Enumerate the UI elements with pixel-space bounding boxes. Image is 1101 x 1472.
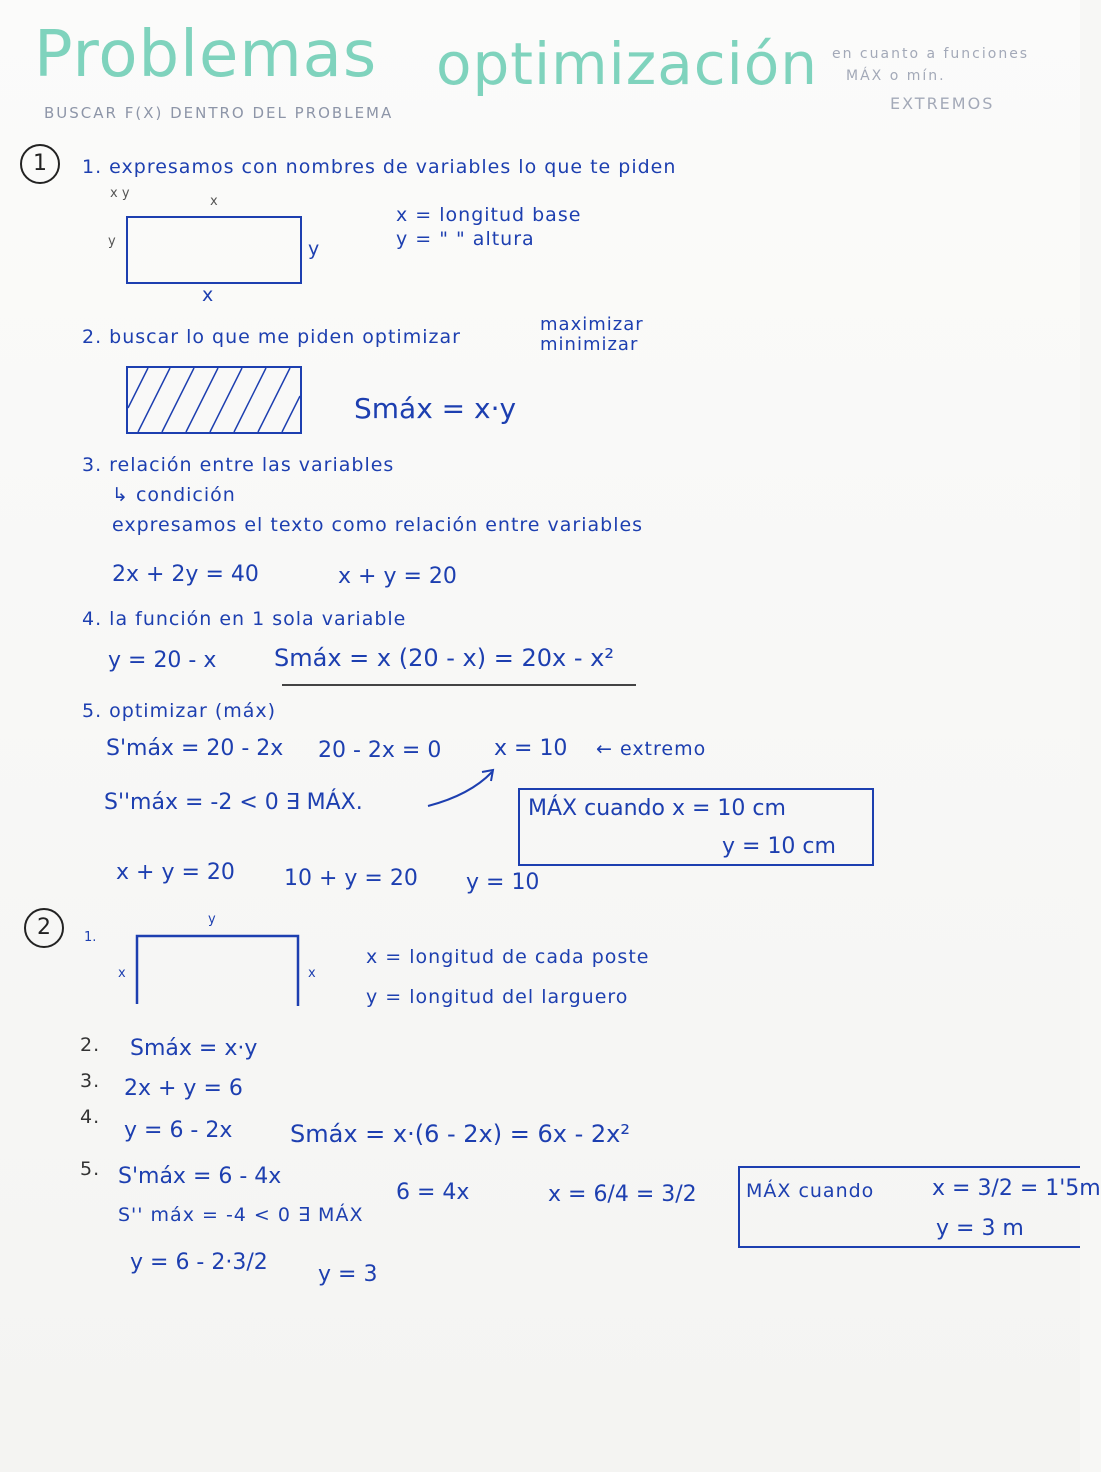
p2-back2: y = 3	[318, 1262, 378, 1287]
p1-fig-bottom: x	[202, 284, 215, 306]
p2-s5-num: 5.	[80, 1158, 101, 1180]
p1-area-formula: Smáx = x·y	[354, 392, 517, 425]
p1-step5: 5. optimizar (máx)	[82, 700, 277, 722]
p1-step1: 1. expresamos con nombres de variables lo que te piden	[82, 156, 677, 178]
p1-extremo: ← extremo	[596, 738, 707, 760]
p1-d1-eq: 20 - 2x = 0	[318, 738, 442, 763]
p1-d1: S'máx = 20 - 2x	[106, 736, 284, 761]
p1-condition: ↳ condición	[112, 484, 236, 506]
side-note-3: EXTREMOS	[890, 94, 995, 113]
p1-back3: y = 10	[466, 870, 540, 895]
side-note-2: MÁX o mín.	[846, 68, 946, 84]
title-optimizacion: optimización	[436, 30, 819, 98]
p2-result-line1: MÁX cuando	[746, 1180, 875, 1202]
p2-result-x: x = 3/2 = 1'5m	[932, 1176, 1101, 1201]
p1-fig-top-x: x	[210, 194, 218, 209]
title-problemas: Problemas	[34, 18, 378, 92]
p1-step2: 2. buscar lo que me piden optimizar	[82, 326, 461, 348]
p1-result-line1: MÁX cuando x = 10 cm	[528, 796, 786, 821]
p2-def-x: x = longitud de cada poste	[366, 946, 650, 968]
p1-fig-right: y	[308, 238, 321, 260]
p1-x-result: x = 10	[494, 736, 568, 761]
p2-x-result: x = 6/4 = 3/2	[548, 1182, 697, 1207]
problem-1-number: 1	[20, 144, 60, 184]
p1-def-y: y = " " altura	[396, 228, 535, 250]
p2-s2-num: 2.	[80, 1034, 101, 1056]
p1-step4: 4. la función en 1 sola variable	[82, 608, 407, 630]
p1-d2: S''máx = -2 < 0 ∃ MÁX.	[104, 790, 363, 815]
p2-fig-left: x	[118, 966, 126, 981]
p2-d2: S'' máx = -4 < 0 ∃ MÁX	[118, 1204, 364, 1226]
p2-d1-eq: 6 = 4x	[396, 1180, 470, 1205]
p1-result-line2: y = 10 cm	[722, 834, 836, 859]
side-note-1: en cuanto a funciones	[832, 46, 1030, 62]
p2-fig-top: y	[208, 912, 216, 927]
p2-step1-num: 1.	[84, 930, 97, 945]
p1-fig-left: y	[108, 234, 116, 249]
p1-eq1: 2x + 2y = 40	[112, 562, 259, 587]
p1-y-sub: y = 20 - x	[108, 648, 217, 673]
p2-s4: y = 6 - 2x	[124, 1118, 233, 1143]
subtitle: BUSCAR F(X) DENTRO DEL PROBLEMA	[44, 104, 394, 122]
p1-fig-top-labels: x y	[110, 186, 130, 201]
p2-fig-right: x	[308, 966, 316, 981]
problem-2-number: 2	[24, 908, 64, 948]
p1-s-func: Smáx = x (20 - x) = 20x - x²	[274, 644, 614, 672]
p2-s4-func: Smáx = x·(6 - 2x) = 6x - 2x²	[290, 1120, 630, 1148]
p2-s4-num: 4.	[80, 1106, 101, 1128]
p2-s2: Smáx = x·y	[130, 1036, 258, 1061]
p1-express: expresamos el texto como relación entre variables	[112, 514, 644, 536]
p2-result-y: y = 3 m	[936, 1216, 1024, 1241]
p2-s3: 2x + y = 6	[124, 1076, 243, 1101]
p1-back2: 10 + y = 20	[284, 866, 418, 891]
p1-maximize: maximizar	[540, 314, 644, 335]
p1-minimize: minimizar	[540, 334, 639, 355]
p1-def-x: x = longitud base	[396, 204, 582, 226]
p1-step3: 3. relación entre las variables	[82, 454, 395, 476]
p2-d1: S'máx = 6 - 4x	[118, 1164, 282, 1189]
p1-back1: x + y = 20	[116, 860, 235, 885]
p2-back1: y = 6 - 2·3/2	[130, 1250, 268, 1275]
p2-def-y: y = longitud del larguero	[366, 986, 629, 1008]
p1-eq2: x + y = 20	[338, 564, 457, 589]
p2-s3-num: 3.	[80, 1070, 101, 1092]
